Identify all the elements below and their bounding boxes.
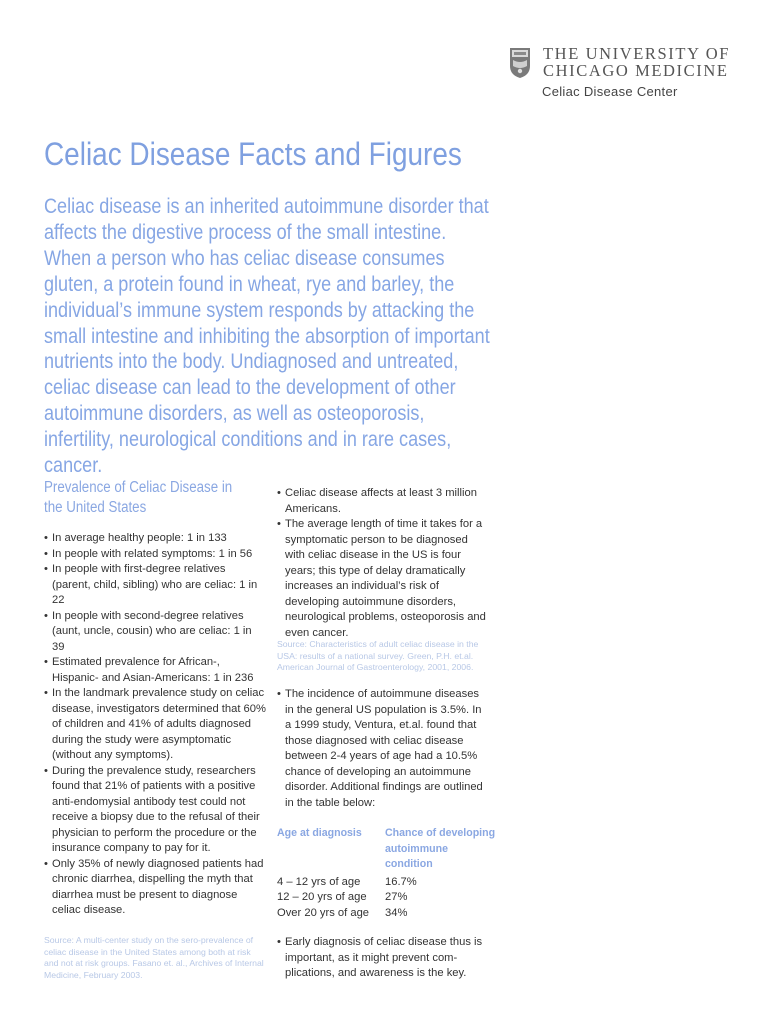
- organization-name: [543, 45, 733, 79]
- table-cell-age: 4 – 12 yrs of age: [277, 875, 361, 888]
- org-name-line-1: THE UNIVERSITY OF: [543, 44, 730, 63]
- list-item: • Estimated prevalence for African-, Hispanic- and Asian-Americans: 1 in 236: [44, 655, 266, 686]
- table-header-row: [277, 826, 497, 873]
- intro-paragraph: Celiac disease is an inherited autoimmune disorder that affects the digestive process of the small intestine. When a person who has celiac disease consumes gluten, a protein found in wheat, rye and barley, the individual’s immune system responds by attacking the small intestine and inhibiting the absorption of important nutrients into the body. Undiagnosed and untreated, celiac disease can lead to the development of other autoimmune disorders, as well as osteoporosis, infertility, neurological conditions and in rare cases, cancer.: [44, 195, 490, 478]
- table-cell-chance: 16.7%: [385, 875, 417, 888]
- list-item: • Early diagnosis of celiac disease thus is important, as it might prevent com- plications, and awareness is the key.: [277, 935, 489, 982]
- university-seal-icon: [509, 47, 531, 79]
- table-cell-age: Over 20 yrs of age: [277, 906, 370, 919]
- list-item: • During the prevalence study, researchers found that 21% of patients with a positive anti-endomysial antibody test could not receive a biopsy due to the refusal of their physician to perform the procedure or the insurance company to pay for it.: [44, 764, 266, 857]
- table-row: [277, 873, 497, 891]
- list-item: • In the landmark prevalence study on celiac disease, investigators determined that 60% of children and 41% of adults diagnosed during the study were asymptomatic (without any symptoms).: [44, 686, 266, 764]
- list-item: • Only 35% of newly diagnosed patients had chronic diarrhea, dispelling the myth that diarrhea must be present to diagnose celiac disease.: [44, 857, 266, 919]
- center-name: Celiac Disease Center: [542, 84, 678, 99]
- table-row: [277, 890, 497, 906]
- age-risk-table: [277, 826, 497, 921]
- list-item: • In people with related symptoms: 1 in 56: [44, 547, 266, 563]
- list-item: • Celiac disease affects at least 3 million Americans.: [277, 486, 489, 517]
- list-item: • The incidence of autoimmune diseases in the general US population is 3.5%. In a 1999 study, Ventura, et.al. found that those diagnosed with celiac disease between 2-4 years of age had a 10.5% chance of developing an autoimmune disorder. Additional findings are outlined in the table below:: [277, 687, 489, 811]
- table-header-age: Age at diagnosis: [277, 827, 362, 839]
- list-item: • The average length of time it takes for a symptomatic person to be diagnosed with celiac disease in the US is four years; this type of delay dramatically increases an individual’s risk of developing autoimmune disorders, neurological problems, osteoporosis and even cancer.: [277, 517, 489, 641]
- org-name-line-2: CHICAGO MEDICINE: [543, 61, 729, 80]
- list-item: • In average healthy people: 1 in 133: [44, 531, 266, 547]
- source-note-survey: Source: Characteristics of adult celiac disease in the USA: results of a national survey. Green, P.H. et.al. American Journal of Gastroenterology, 2001, 2006.: [277, 639, 479, 673]
- prevalence-list: [44, 531, 266, 919]
- autoimmune-list: [277, 687, 489, 811]
- table-row: [277, 906, 497, 922]
- list-item: • In people with second-degree relatives (aunt, uncle, cousin) who are celiac: 1 in 39: [44, 609, 266, 656]
- table-header-chance: Chance of developing autoimmune condition: [385, 827, 496, 870]
- prevalence-heading: Prevalence of Celiac Disease in the United States: [44, 479, 233, 516]
- table-cell-age: 12 – 20 yrs of age: [277, 891, 367, 903]
- table-cell-chance: 34%: [385, 906, 408, 919]
- table-cell-chance: 27%: [385, 891, 408, 903]
- facts-list: [277, 486, 489, 641]
- source-note-prevalence: Source: A multi-center study on the sero-prevalence of celiac disease in the United States among both at risk and not at risk groups. Fasano et. al., Archives of Internal Medicine, February 2003.: [44, 935, 264, 980]
- early-diagnosis-list: [277, 935, 489, 982]
- list-item: • In people with first-degree relatives (parent, child, sibling) who are celiac: 1 in 22: [44, 562, 266, 609]
- page-title: Celiac Disease Facts and Figures: [44, 136, 462, 172]
